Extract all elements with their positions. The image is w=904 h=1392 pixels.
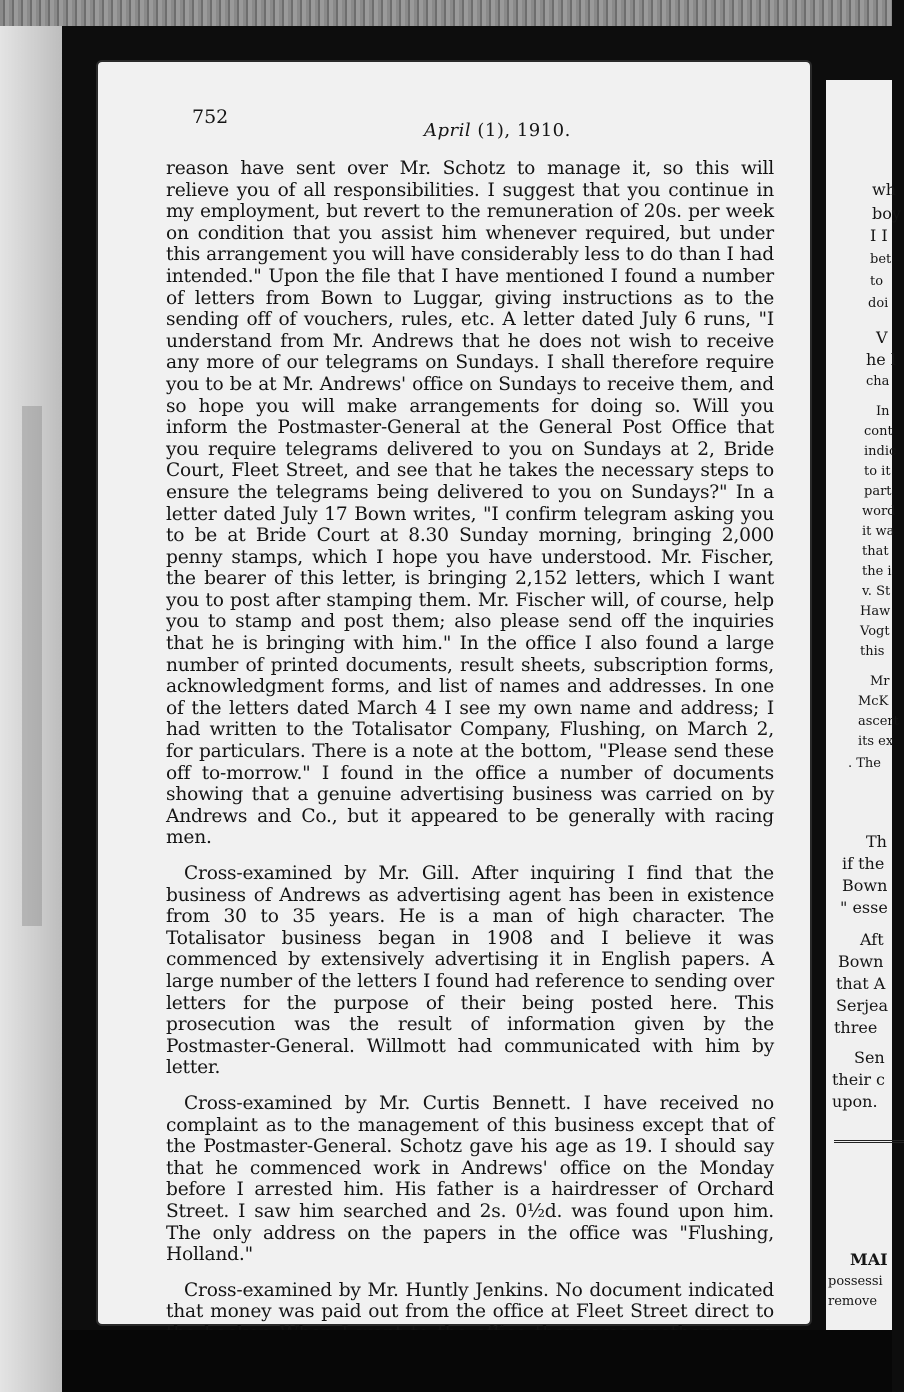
- adjacent-page-fragment: word: [862, 504, 896, 519]
- adjacent-page-fragment: boy: [872, 204, 901, 223]
- running-head-month: April: [424, 120, 472, 141]
- adjacent-page-fragment: bet: [870, 252, 892, 267]
- adjacent-page-fragment: that A: [836, 974, 886, 993]
- body-text: [166, 158, 774, 1366]
- page-number: 752: [192, 106, 229, 128]
- adjacent-page-fragment: if the: [842, 854, 885, 873]
- running-head-date: (1), 1910.: [477, 120, 571, 141]
- adjacent-page-fragment: Haw: [860, 604, 891, 619]
- document-page: [98, 62, 810, 1324]
- adjacent-page-fragment: Vogt: [860, 624, 890, 639]
- adjacent-page-fragment: possessi: [828, 1274, 883, 1289]
- adjacent-page-fragment: upon.: [832, 1092, 878, 1111]
- adjacent-page-fragment: Sen: [854, 1048, 885, 1067]
- adjacent-page-fragment: it wa: [862, 524, 895, 539]
- adjacent-page-fragment: three: [834, 1018, 878, 1037]
- adjacent-page-fragment: their c: [832, 1070, 886, 1089]
- adjacent-page: [826, 80, 901, 1330]
- adjacent-page-fragment: Th: [866, 832, 887, 851]
- adjacent-page-fragment: " esse: [840, 898, 888, 917]
- scan-left-margin: [0, 26, 62, 1392]
- running-head: [424, 120, 571, 141]
- adjacent-page-fragment: cont: [864, 424, 893, 439]
- adjacent-page-fragment: part: [864, 484, 892, 499]
- paragraph-cross-examined-jenkins: Cross-examined by Mr. Huntly Jenkins. No document indicated that money was paid out from the office at Fleet Street direct to: [166, 1279, 774, 1323]
- scan-top-strip: [0, 0, 892, 26]
- adjacent-page-fragment: to it: [864, 464, 891, 479]
- section-divider: [834, 1140, 904, 1143]
- paragraph-cross-examined-gill: Cross-examined by Mr. Gill. After inquiring I find that the business of Andrews as advertising agent has been in existence from 30 to 35 years. He is a man of high character. The Totalisator business began in 1908 and I believe it was commenced by extensively advertising it in English papers. A large number of the letters I found had reference to sending over letters for the purpose of their being posted here. This prosecution was the result of information given by the Postmaster-General. Willmott had communicated with him by letter.: [166, 863, 774, 1079]
- margin-shadow: [22, 406, 42, 926]
- adjacent-page-fragment: Aft: [860, 930, 884, 949]
- adjacent-page-fragment: the i: [862, 564, 892, 579]
- adjacent-page-fragment: cha: [866, 374, 890, 389]
- scan-bottom-band: [62, 1330, 892, 1392]
- paragraph-continuation: reason have sent over Mr. Schotz to manage it, so this will relieve you of all responsibilities. I suggest that you continue in my employment, but revert to the remuneration of 20s. per week on condition that you assist him whenever required, but under this arrangement you will have considerably less to do than I had intended." Upon the file that I have mentioned I found a number of letters from Bown to Luggar, giving instructions as to the sending off of vouchers, rules, etc. A letter dated July 6 runs, "I understand from Mr. Andrews that he does not wish to receive any more of our telegrams on Sundays. I shall therefore require you to be at Mr. Andrews' office on Sundays to receive them, and so hope you will make arrangements for doing so. Will you inform the Postmaster-General at the General Post Office that you require telegrams delivered to you on Sundays at 2, Bride Court, Fleet Street, and see that he takes the necessary steps to ensure the telegrams being delivered to you on Sundays?" In a letter dated July 17 Bown writes, "I confirm telegram asking you to be at Bride Court at 8.30 Sunday morning, bringing 2,000 penny stamps, which I hope you have understood. Mr. Fischer, the bearer of this letter, is bringing 2,152 letters, which I want you to post after stamping them. Mr. Fischer will, of course, help you to stamp and post them; also please send off the inquiries that he is bringing with him." In the office I also found a large number of printed documents, result sheets, subscription forms, acknowledgment forms, and list of names and addresses. In one of the letters dated March 4 I see my own name and address; I had written to the Totalisator Company, Flushing, on March 2, for particulars. There is a note at the bottom, "Please send these off to-morrow." I found in the office a number of documents showing that a genuine advertising business was carried on by Andrews and Co., but it appeared to be generally with racing men.: [166, 158, 774, 849]
- adjacent-page-fragment: . The: [848, 756, 882, 771]
- adjacent-page-fragment: I I: [870, 226, 888, 245]
- adjacent-page-fragment: McK: [858, 694, 889, 709]
- adjacent-page-fragment: indic: [864, 444, 897, 459]
- paragraph-cross-examined-bennett: Cross-examined by Mr. Curtis Bennett. I have received no complaint as to the management of this business except that of the Postmaster-General. Schotz gave his age as 19. I should say that he commenced work in Andrews' office on the Monday before I arrested him. His father is a hairdresser of Orchard Street. I saw him searched and 2s. 0½d. was found upon him. The only address on the papers in the office was "Flushing, Holland.": [166, 1092, 774, 1266]
- adjacent-page-fragment: ascert: [858, 714, 899, 729]
- adjacent-page-fragment: doi: [868, 296, 889, 311]
- adjacent-page-fragment: to: [870, 274, 884, 289]
- adjacent-page-fragment: Serjea: [836, 996, 889, 1015]
- adjacent-page-fragment: Mr: [870, 674, 890, 689]
- adjacent-page-fragment: this: [860, 644, 885, 659]
- adjacent-page-fragment: Bown: [838, 952, 884, 971]
- adjacent-page-fragment: its ex: [858, 734, 894, 749]
- adjacent-page-fragment: he l: [866, 350, 896, 369]
- adjacent-page-fragment: v. St: [862, 584, 891, 599]
- adjacent-page-fragment: Bown: [842, 876, 888, 895]
- adjacent-page-fragment: In: [876, 404, 890, 419]
- adjacent-page-fragment: that: [862, 544, 889, 559]
- adjacent-page-fragment: MAI: [850, 1250, 888, 1269]
- adjacent-page-fragment: remove: [828, 1294, 878, 1309]
- adjacent-page-fragment: V: [876, 328, 888, 347]
- adjacent-page-fragment: wh: [872, 180, 896, 199]
